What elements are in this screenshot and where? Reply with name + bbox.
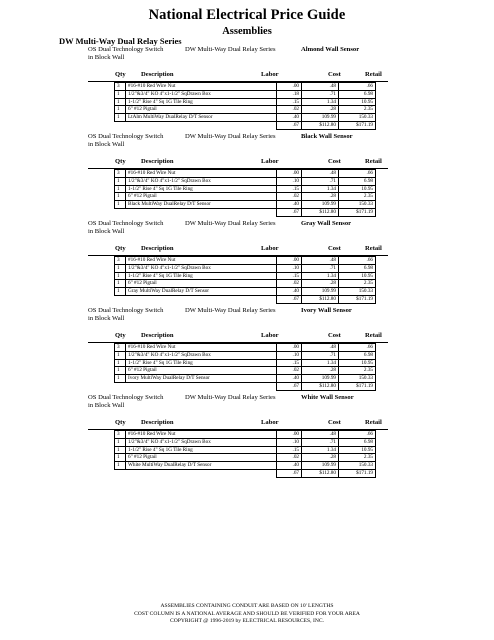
col-labor: Labor (261, 158, 279, 165)
cost-cell: .71 (302, 351, 339, 359)
cost-cell: 1.34 (302, 272, 339, 280)
retail-cell: 150.33 (339, 462, 376, 470)
col-qty: Qty (115, 419, 126, 426)
table-row (115, 431, 376, 439)
retail-cell: .66 (339, 170, 376, 178)
table-row (115, 280, 376, 288)
column-headers (88, 332, 388, 343)
col-description: Description (141, 419, 174, 426)
labor-cell: .02 (277, 280, 302, 288)
total-labor: .67 (277, 208, 302, 216)
cost-cell: .71 (302, 264, 339, 272)
table-row (115, 344, 376, 352)
cost-cell: .48 (302, 170, 339, 178)
assembly-location: in Block Wall (88, 141, 125, 149)
qty-cell: 1 (115, 462, 126, 470)
description-cell: #16-#10 Red Wire Nut (126, 83, 277, 91)
qty-cell: 1 (115, 359, 126, 367)
qty-cell: 1 (115, 201, 126, 209)
total-row (115, 469, 376, 477)
column-headers (88, 71, 388, 82)
total-labor: .67 (277, 121, 302, 129)
labor-cell: .00 (277, 83, 302, 91)
description-cell: 1/2"&3/4" KO 4"x1-1/2" SqDrawn Box (126, 90, 277, 98)
assembly-location: in Block Wall (88, 315, 125, 323)
labor-cell: .18 (277, 90, 302, 98)
retail-cell: 2.35 (339, 106, 376, 114)
labor-cell: .10 (277, 177, 302, 185)
qty-cell: 1 (115, 280, 126, 288)
description-cell: 6" #12 Pigtail (126, 193, 277, 201)
description-cell: 1-1/2" Rise 4" Sq 1G Tile Ring (126, 98, 277, 106)
table-row (115, 98, 376, 106)
table-row (115, 264, 376, 272)
assembly-series: DW Multi-Way Dual Relay Series (185, 133, 276, 140)
retail-cell: .66 (339, 257, 376, 265)
cost-cell: 1.34 (302, 98, 339, 106)
cost-cell: .71 (302, 90, 339, 98)
assembly-sensor: Gray Wall Sensor (301, 220, 352, 227)
col-qty: Qty (115, 245, 126, 252)
items-table (114, 343, 376, 391)
labor-cell: .40 (277, 375, 302, 383)
table-row (115, 359, 376, 367)
description-cell: #16-#10 Red Wire Nut (126, 257, 277, 265)
total-retail: $171.19 (339, 295, 376, 303)
assembly-sensor: Black Wall Sensor (301, 133, 353, 140)
page-title: National Electrical Price Guide (148, 7, 346, 23)
labor-cell: .40 (277, 288, 302, 296)
labor-cell: .10 (277, 438, 302, 446)
labor-cell: .40 (277, 201, 302, 209)
cost-cell: .28 (302, 280, 339, 288)
cost-cell: 1.34 (302, 446, 339, 454)
retail-cell: 10.95 (339, 446, 376, 454)
assembly-type: OS Dual Technology Switch (88, 220, 164, 227)
table-row (115, 177, 376, 185)
total-labor: .67 (277, 469, 302, 477)
items-table (114, 430, 376, 478)
qty-cell: 3 (115, 344, 126, 352)
labor-cell: .00 (277, 344, 302, 352)
qty-cell: 1 (115, 106, 126, 114)
col-retail: Retail (365, 71, 382, 78)
labor-cell: .40 (277, 114, 302, 122)
description-cell: Gray MultiWay DualRelay D/T Sensor (126, 288, 277, 296)
description-cell: #16-#10 Red Wire Nut (126, 344, 277, 352)
qty-cell: 1 (115, 177, 126, 185)
page-footer (0, 603, 494, 626)
qty-cell: 1 (115, 114, 126, 122)
table-row (115, 375, 376, 383)
total-cost: $112.80 (302, 469, 339, 477)
items-table (114, 256, 376, 304)
labor-cell: .02 (277, 106, 302, 114)
table-row (115, 83, 376, 91)
table-row (115, 90, 376, 98)
labor-cell: .00 (277, 431, 302, 439)
cost-cell: .48 (302, 257, 339, 265)
assembly-type: OS Dual Technology Switch (88, 307, 164, 314)
col-cost: Cost (328, 332, 341, 339)
retail-cell: 10.95 (339, 272, 376, 280)
description-cell: 1-1/2" Rise 4" Sq 1G Tile Ring (126, 185, 277, 193)
assembly-type: OS Dual Technology Switch (88, 46, 164, 53)
footer-copyright: COPYRIGHT @ 1996-2019 by ELECTRICAL RESOURCES, INC. (169, 618, 324, 625)
footer-cost-note: COST COLUMN IS A NATIONAL AVERAGE AND SHOULD BE VERIFIED FOR YOUR AREA (134, 610, 360, 617)
cost-cell: .28 (302, 193, 339, 201)
retail-cell: 150.33 (339, 375, 376, 383)
total-row (115, 382, 376, 390)
retail-cell: 150.33 (339, 288, 376, 296)
cost-cell: 1.34 (302, 185, 339, 193)
labor-cell: .15 (277, 446, 302, 454)
total-cost: $112.80 (302, 382, 339, 390)
qty-cell: 1 (115, 185, 126, 193)
qty-cell: 3 (115, 170, 126, 178)
description-cell: 1-1/2" Rise 4" Sq 1G Tile Ring (126, 446, 277, 454)
retail-cell: 2.35 (339, 280, 376, 288)
assembly-sensor: Ivory Wall Sensor (301, 307, 352, 314)
retail-cell: 2.35 (339, 193, 376, 201)
assembly-section (88, 46, 388, 130)
cost-cell: 109.99 (302, 462, 339, 470)
qty-cell: 1 (115, 193, 126, 201)
cost-cell: .28 (302, 454, 339, 462)
description-cell: #16-#10 Red Wire Nut (126, 170, 277, 178)
assembly-type: OS Dual Technology Switch (88, 394, 164, 401)
col-description: Description (141, 332, 174, 339)
col-description: Description (141, 71, 174, 78)
assembly-series: DW Multi-Way Dual Relay Series (185, 220, 276, 227)
table-row (115, 193, 376, 201)
cost-cell: .28 (302, 367, 339, 375)
cost-cell: 109.99 (302, 201, 339, 209)
assembly-location: in Block Wall (88, 402, 125, 410)
description-cell: Ivory MultiWay DualRelay D/T Sensor (126, 375, 277, 383)
page-subtitle: Assemblies (222, 26, 272, 37)
col-labor: Labor (261, 71, 279, 78)
description-cell: LtAlm MultiWay DualRelay D/T Sensor (126, 114, 277, 122)
table-row (115, 438, 376, 446)
assembly-sensor: Almond Wall Sensor (301, 46, 360, 53)
assembly-header (88, 394, 388, 416)
assembly-series: DW Multi-Way Dual Relay Series (185, 394, 276, 401)
qty-cell: 1 (115, 288, 126, 296)
retail-cell: 10.95 (339, 185, 376, 193)
assembly-section (88, 220, 388, 304)
description-cell: 1-1/2" Rise 4" Sq 1G Tile Ring (126, 359, 277, 367)
labor-cell: .10 (277, 264, 302, 272)
qty-cell: 1 (115, 438, 126, 446)
description-cell: Black MultiWay DualRelay D/T Sensor (126, 201, 277, 209)
retail-cell: 150.33 (339, 201, 376, 209)
col-description: Description (141, 245, 174, 252)
description-cell: 6" #12 Pigtail (126, 454, 277, 462)
category-heading: DW Multi-Way Dual Relay Series (59, 36, 182, 46)
assembly-sensor: White Wall Sensor (301, 394, 354, 401)
assembly-location: in Block Wall (88, 54, 125, 62)
assembly-series: DW Multi-Way Dual Relay Series (185, 307, 276, 314)
retail-cell: 150.33 (339, 114, 376, 122)
col-labor: Labor (261, 419, 279, 426)
total-row (115, 121, 376, 129)
cost-cell: .48 (302, 431, 339, 439)
description-cell: 1/2"&3/4" KO 4"x1-1/2" SqDrawn Box (126, 264, 277, 272)
retail-cell: 10.95 (339, 98, 376, 106)
description-cell: 1/2"&3/4" KO 4"x1-1/2" SqDrawn Box (126, 351, 277, 359)
total-row (115, 295, 376, 303)
qty-cell: 1 (115, 446, 126, 454)
table-row (115, 114, 376, 122)
table-row (115, 185, 376, 193)
qty-cell: 1 (115, 264, 126, 272)
retail-cell: 6.98 (339, 351, 376, 359)
assembly-section (88, 307, 388, 391)
cost-cell: .71 (302, 177, 339, 185)
table-row (115, 288, 376, 296)
col-description: Description (141, 158, 174, 165)
labor-cell: .02 (277, 193, 302, 201)
cost-cell: .71 (302, 438, 339, 446)
retail-cell: .66 (339, 344, 376, 352)
total-retail: $171.19 (339, 382, 376, 390)
col-cost: Cost (328, 158, 341, 165)
footer-conduit-note: ASSEMBLIES CONTAINING CONDUIT ARE BASED ON 10' LENGTHS (160, 603, 334, 609)
qty-cell: 1 (115, 351, 126, 359)
description-cell: 6" #12 Pigtail (126, 280, 277, 288)
labor-cell: .02 (277, 367, 302, 375)
retail-cell: .66 (339, 431, 376, 439)
description-cell: 1/2"&3/4" KO 4"x1-1/2" SqDrawn Box (126, 177, 277, 185)
description-cell: White MultiWay DualRelay D/T Sensor (126, 462, 277, 470)
table-row (115, 462, 376, 470)
col-cost: Cost (328, 245, 341, 252)
items-table (114, 82, 376, 130)
col-retail: Retail (365, 419, 382, 426)
column-headers (88, 245, 388, 256)
assembly-type: OS Dual Technology Switch (88, 133, 164, 140)
table-row (115, 454, 376, 462)
assembly-location: in Block Wall (88, 228, 125, 236)
total-cost: $112.80 (302, 295, 339, 303)
col-retail: Retail (365, 158, 382, 165)
assembly-header (88, 46, 388, 68)
retail-cell: 6.98 (339, 177, 376, 185)
description-cell: 1-1/2" Rise 4" Sq 1G Tile Ring (126, 272, 277, 280)
qty-cell: 1 (115, 375, 126, 383)
description-cell: 1/2"&3/4" KO 4"x1-1/2" SqDrawn Box (126, 438, 277, 446)
total-cost: $112.80 (302, 208, 339, 216)
retail-cell: 6.98 (339, 264, 376, 272)
table-row (115, 257, 376, 265)
total-labor: .67 (277, 295, 302, 303)
total-labor: .67 (277, 382, 302, 390)
labor-cell: .00 (277, 257, 302, 265)
table-row (115, 201, 376, 209)
qty-cell: 1 (115, 272, 126, 280)
col-labor: Labor (261, 332, 279, 339)
items-table (114, 169, 376, 217)
assembly-header (88, 220, 388, 242)
col-qty: Qty (115, 332, 126, 339)
assembly-header (88, 133, 388, 155)
col-cost: Cost (328, 419, 341, 426)
labor-cell: .15 (277, 185, 302, 193)
table-row (115, 351, 376, 359)
description-cell: 6" #12 Pigtail (126, 367, 277, 375)
labor-cell: .02 (277, 454, 302, 462)
total-retail: $171.19 (339, 208, 376, 216)
retail-cell: .66 (339, 83, 376, 91)
col-labor: Labor (261, 245, 279, 252)
qty-cell: 1 (115, 367, 126, 375)
labor-cell: .00 (277, 170, 302, 178)
cost-cell: .48 (302, 83, 339, 91)
retail-cell: 10.95 (339, 359, 376, 367)
retail-cell: 2.35 (339, 454, 376, 462)
labor-cell: .15 (277, 272, 302, 280)
description-cell: #16-#10 Red Wire Nut (126, 431, 277, 439)
table-row (115, 272, 376, 280)
assembly-section (88, 133, 388, 217)
col-qty: Qty (115, 158, 126, 165)
qty-cell: 1 (115, 454, 126, 462)
cost-cell: 109.99 (302, 114, 339, 122)
col-retail: Retail (365, 332, 382, 339)
cost-cell: 1.34 (302, 359, 339, 367)
table-row (115, 367, 376, 375)
qty-cell: 1 (115, 90, 126, 98)
qty-cell: 3 (115, 83, 126, 91)
retail-cell: 6.98 (339, 90, 376, 98)
qty-cell: 3 (115, 431, 126, 439)
table-row (115, 106, 376, 114)
total-cost: $112.80 (302, 121, 339, 129)
labor-cell: .10 (277, 351, 302, 359)
cost-cell: .48 (302, 344, 339, 352)
col-qty: Qty (115, 71, 126, 78)
table-row (115, 446, 376, 454)
total-retail: $171.19 (339, 121, 376, 129)
retail-cell: 2.35 (339, 367, 376, 375)
assembly-header (88, 307, 388, 329)
labor-cell: .15 (277, 359, 302, 367)
cost-cell: 109.99 (302, 375, 339, 383)
table-row (115, 170, 376, 178)
total-retail: $171.19 (339, 469, 376, 477)
assembly-section (88, 394, 388, 478)
retail-cell: 6.98 (339, 438, 376, 446)
labor-cell: .40 (277, 462, 302, 470)
assembly-series: DW Multi-Way Dual Relay Series (185, 46, 276, 53)
column-headers (88, 419, 388, 430)
description-cell: 6" #12 Pigtail (126, 106, 277, 114)
col-retail: Retail (365, 245, 382, 252)
col-cost: Cost (328, 71, 341, 78)
qty-cell: 1 (115, 98, 126, 106)
total-row (115, 208, 376, 216)
qty-cell: 3 (115, 257, 126, 265)
cost-cell: .28 (302, 106, 339, 114)
labor-cell: .15 (277, 98, 302, 106)
column-headers (88, 158, 388, 169)
cost-cell: 109.99 (302, 288, 339, 296)
